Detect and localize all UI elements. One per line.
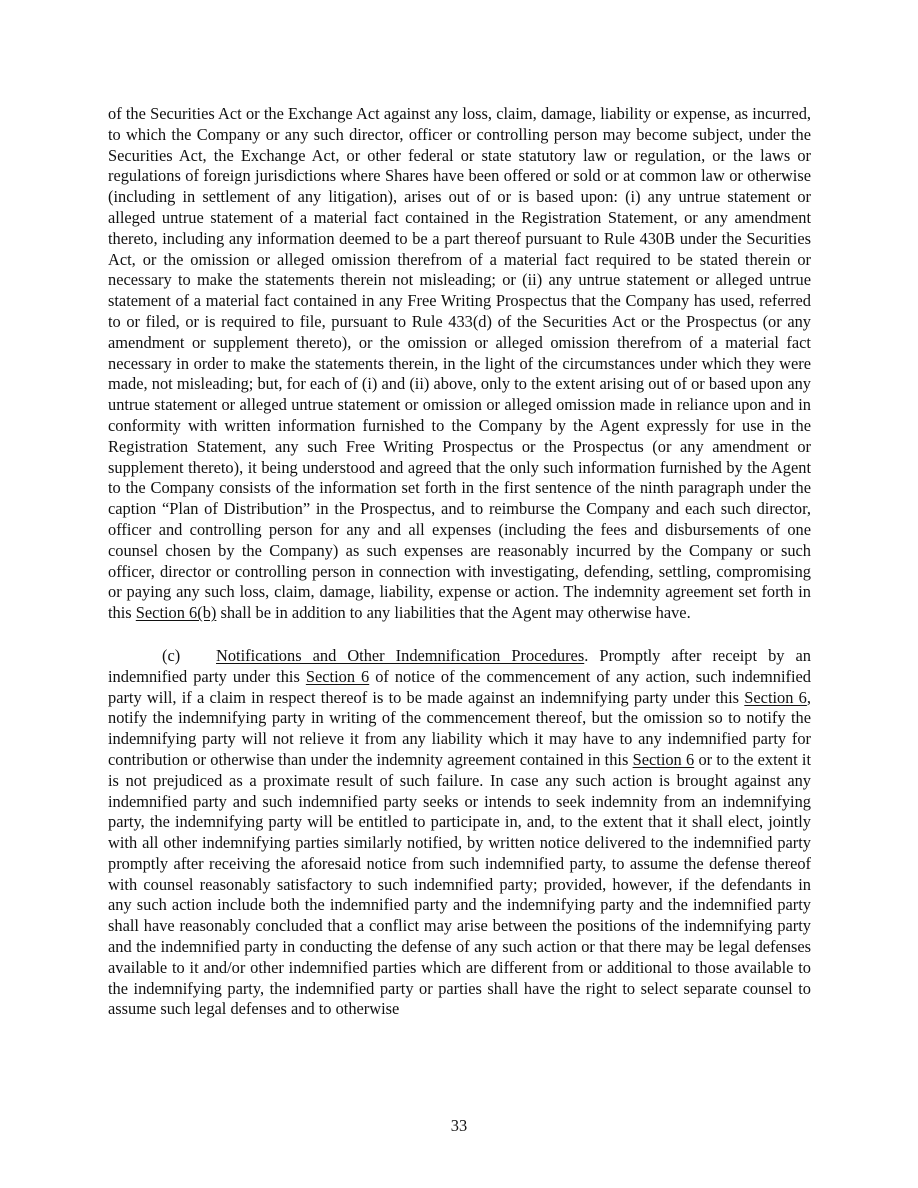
paragraph-section-6b-continuation: [108, 104, 811, 624]
paragraph-section-6c: [108, 646, 811, 1020]
document-body: [108, 104, 811, 1020]
heading-period: .: [584, 645, 589, 665]
paragraph-text: , notify the indemnifying party in writing of the commencement thereof, but the omission so to notify the indemnifying party will not relieve it from any liability which it may have to any indemnified party for contribution or otherwise than under the indemnity agreement contained in this: [108, 687, 811, 769]
section-marker: (c): [162, 645, 181, 665]
section-reference: Section 6(b): [135, 603, 217, 623]
section-reference: Section 6: [305, 666, 370, 686]
section-heading: Notifications and Other Indemnification Procedures: [216, 645, 585, 665]
section-reference: Section 6: [744, 687, 807, 707]
paragraph-text: shall be in addition to any liabilities that the Agent may otherwise have.: [216, 603, 691, 623]
section-reference: Section 6: [632, 749, 695, 769]
page-number: 33: [450, 1116, 468, 1135]
paragraph-text: Promptly after receipt by an indemnified party under this: [108, 645, 811, 686]
paragraph-text: or to the extent it is not prejudiced as a proximate result of such failure. In case any such action is brought against any indemnified party and such indemnified party seeks or intends to seek indemnity from an indemnifying party, the indemnifying party will be entitled to participate in, and, to the extent that it shall elect, jointly with all other indemnifying parties similarly notified, by written notice delivered to the indemnified party promptly after receiving the aforesaid notice from such indemnified party, to assume the defense thereof with counsel reasonably satisfactory to such indemnified party; provided, however, if the defendants in any such action include both the indemnified party and the indemnifying party and the indemnified party shall have reasonably concluded that a conflict may arise between the positions of the indemnifying party and the indemnified party in conducting the defense of any such action or that there may be legal defenses available to it and/or other indemnified parties which are different from or additional to those available to the indemnifying party, the indemnified party or parties shall have the right to select separate counsel to assume such legal defenses and to otherwise: [108, 749, 811, 1019]
paragraph-text: of the Securities Act or the Exchange Act against any loss, claim, damage, liability or expense, as incurred, to which the Company or any such director, officer or controlling person may become subject, under the Securities Act, the Exchange Act, or other federal or state statutory law or regulation, or the laws or regulations of foreign jurisdictions where Shares have been offered or sold or at common law or otherwise (including in settlement of any litigation), arises out of or is based upon: (i) any untrue statement or alleged untrue statement of a material fact contained in the Registration Statement, or any amendment thereto, including any information deemed to be a part thereof pursuant to Rule 430B under the Securities Act, or the omission or alleged omission therefrom of a material fact required to be stated therein or necessary to make the statements therein not misleading; or (ii) any untrue statement or alleged untrue statement of a material fact contained in any Free Writing Prospectus that the Company has used, referred to or filed, or is required to file, pursuant to Rule 433(d) of the Securities Act or the Prospectus (or any amendment or supplement thereto), or the omission or alleged omission therefrom of a material fact necessary in order to make the statements therein, in the light of the circumstances under which they were made, not misleading; but, for each of (i) and (ii) above, only to the extent arising out of or based upon any untrue statement or alleged untrue statement or omission or alleged omission made in reliance upon and in conformity with written information furnished to the Company by the Agent expressly for use in the Registration Statement, any such Free Writing Prospectus or the Prospectus (or any amendment or supplement thereto), it being understood and agreed that the only such information furnished by the Agent to the Company consists of the information set forth in the first sentence of the ninth paragraph under the caption “Plan of Distribution” in the Prospectus, and to reimburse the Company and each such director, officer and controlling person for any and all expenses (including the fees and disbursements of one counsel chosen by the Company) as such expenses are reasonably incurred by the Company or such officer, director or controlling person in connection with investigating, defending, settling, compromising or paying any such loss, claim, damage, liability, expense or action. The indemnity agreement set forth in this: [108, 104, 811, 623]
paragraph-text: of notice of the commencement of any action, such indemnified party will, if a claim in respect thereof is to be made against an indemnifying party under this: [108, 666, 811, 707]
